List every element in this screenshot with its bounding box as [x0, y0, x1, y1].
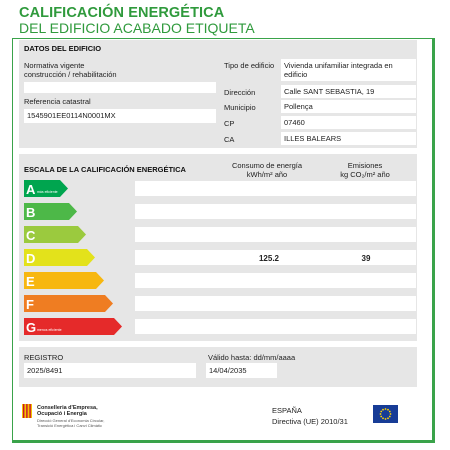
class-c-arrow [24, 226, 86, 242]
org-line-3: Direcció General d'Economia Circular, [37, 418, 105, 423]
rating-row-e [135, 273, 416, 288]
ca-value: ILLES BALEARS [281, 132, 416, 145]
ca-label: CA [224, 135, 235, 144]
tipo-value: Vivienda unifamiliar integrada en edificio [281, 59, 416, 81]
ref-catastral-value: 1545901EE0114N0001MX [24, 109, 216, 123]
rating-row-f [135, 296, 416, 311]
class-letter: A [26, 182, 36, 197]
eu-flag-icon [373, 405, 398, 423]
org-line-2: Ocupació i Energia [37, 411, 87, 417]
class-f-arrow [24, 295, 113, 311]
class-letter: B [26, 205, 36, 220]
ref-catastral-label: Referencia catastral [24, 97, 91, 106]
consumo-header: Consumo de energía kWh/m² año [231, 161, 303, 179]
class-a-arrow [24, 180, 68, 196]
org-line-1: Conselleria d'Empresa, [37, 405, 98, 411]
org-line-4: Transició Energètica i Canvi Climàtic [37, 423, 102, 428]
title-line-2: DEL EDIFICIO ACABADO ETIQUETA [19, 20, 255, 36]
class-g-arrow [24, 318, 122, 334]
rating-row-c [135, 227, 416, 242]
class-letter: E [26, 274, 35, 289]
cp-value: 07460 [281, 116, 416, 129]
class-e-arrow [24, 272, 104, 288]
class-letter: F [26, 297, 34, 312]
normativa-value [24, 82, 216, 93]
class-sublabel: más eficiente [37, 190, 58, 194]
emisiones-header: Emisiones kg CO₂/m² año [340, 161, 390, 179]
normativa-label: Normativa vigente construcción / rehabilitación [24, 61, 117, 79]
building-section-title: DATOS DEL EDIFICIO [24, 44, 102, 53]
valido-label: Válido hasta: dd/mm/aaaa [208, 353, 296, 362]
class-b-arrow [24, 203, 77, 219]
class-letter: C [26, 228, 36, 243]
direccion-value: Calle SANT SEBASTIA, 19 [281, 85, 416, 98]
registro-label: REGISTRO [24, 353, 64, 362]
directive-text: Directiva (UE) 2010/31 [272, 417, 348, 426]
emisiones-value: 39 [361, 254, 371, 263]
tipo-label: Tipo de edificio [224, 61, 275, 70]
country-text: ESPAÑA [272, 406, 302, 415]
balearic-logo-icon [22, 404, 32, 418]
registro-value: 2025/8491 [24, 363, 196, 378]
cp-label: CP [224, 119, 235, 128]
class-letter: G [26, 320, 37, 335]
scale-section-title: ESCALA DE LA CALIFICACIÓN ENERGÉTICA [24, 165, 186, 174]
municipio-value: Pollença [281, 100, 416, 113]
title-line-1: CALIFICACIÓN ENERGÉTICA [19, 5, 225, 21]
class-d-arrow [24, 249, 95, 265]
municipio-label: Municipio [224, 103, 256, 112]
valido-value: 14/04/2035 [206, 363, 277, 378]
rating-row-a [135, 181, 416, 196]
rating-row-g [135, 319, 416, 334]
class-sublabel: menos eficiente [37, 328, 62, 332]
rating-row-b [135, 204, 416, 219]
class-letter: D [26, 251, 36, 266]
consumo-value: 125.2 [258, 254, 280, 263]
direccion-label: Dirección [224, 88, 256, 97]
